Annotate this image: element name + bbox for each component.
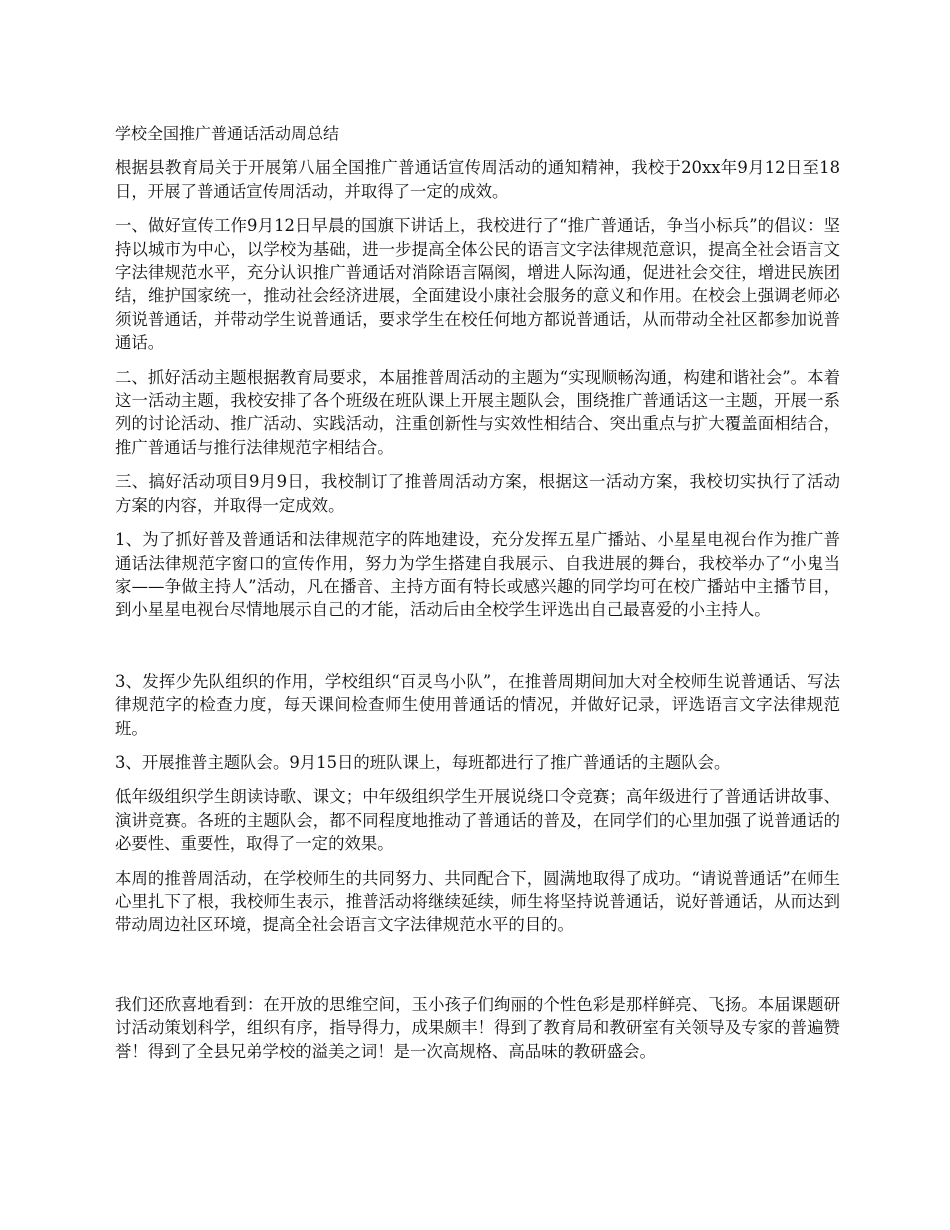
- paragraph-week-summary: 本周的推普周活动，在学校师生的共同努力、共同配合下，圆满地取得了成功。“请说普通话”在师生心里扎下了根，我校师生表示，推普活动将继续延续，师生将坚持说普通话，说好普通话，从而达到带动周边社区环境，提高全社会语言文字法律规范水平的目的。: [115, 868, 840, 935]
- paragraph-broadcast-station: 1、为了抓好普及普通话和法律规范字的阵地建设，充分发挥五星广播站、小星星电视台作为推广普通话法律规范字窗口的宣传作用，努力为学生搭建自我展示、自我进展的舞台，我校举办了“小鬼当家——争做主持人”活动，凡在播音、主持方面有特长或感兴趣的同学均可在校广播站中主播节目，到小星星电视台尽情地展示自己的才能，活动后由全校学生评选出自己最喜爱的小主持人。: [115, 530, 840, 620]
- paragraph-research-activity: 我们还欣喜地看到：在开放的思维空间，玉小孩子们绚丽的个性色彩是那样鲜亮、飞扬。本届课题研讨活动策划科学，组织有序，指导得力，成果颇丰！得到了教育局和教研室有关领导及专家的普遍赞誉！得到了全县兄弟学校的溢美之词！是一次高规格、高品味的教研盛会。: [115, 994, 840, 1061]
- paragraph-grade-activities: 低年级组织学生朗读诗歌、课文；中年级组织学生开展说绕口令竞赛；高年级进行了普通话讲故事、演讲竞赛。各班的主题队会，都不同程度地推动了普通话的普及，在同学们的心里加强了说普通话的必要性、重要性，取得了一定的效果。: [115, 787, 840, 854]
- blank-space: [115, 948, 840, 993]
- paragraph-young-pioneers: 3、发挥少先队组织的作用，学校组织“百灵鸟小队”，在推普周期间加大对全校师生说普通话、写法律规范字的检查力度，每天课间检查师生使用普通话的情况，并做好记录，评选语言文字法律规范班。: [115, 671, 840, 738]
- blank-space: [115, 633, 840, 670]
- document-title: 学校全国推广普通话活动周总结: [115, 124, 340, 143]
- paragraph-activity-project: 三、搞好活动项目9月9日，我校制订了推普周活动方案，根据这一活动方案，我校切实执行了活动方案的内容，并取得一定成效。: [115, 472, 840, 515]
- paragraph-activity-theme: 二、抓好活动主题根据教育局要求，本届推普周活动的主题为“实现顺畅沟通，构建和谐社会”。本着这一活动主题，我校安排了各个班级在班队课上开展主题队会，围绕推广普通话这一主题，开展一系列的讨论活动、推广活动、实践活动，注重创新性与实效性相结合、突出重点与扩大覆盖面相结合，推广普通话与推行法律规范字相结合。: [115, 367, 840, 457]
- paragraph-intro: 根据县教育局关于开展第八届全国推广普通话宣传周活动的通知精神，我校于20xx年9月12日至18日，开展了普通话宣传周活动，并取得了一定的成效。: [115, 158, 840, 201]
- document-content: [115, 122, 840, 1074]
- paragraph-theme-meeting: 3、开展推普主题队会。9月15日的班队课上，每班都进行了推广普通话的主题队会。: [115, 752, 731, 772]
- paragraph-publicity-work: 一、做好宣传工作9月12日早晨的国旗下讲话上，我校进行了“推广普通话，争当小标兵”的倡议：坚持以城市为中心，以学校为基础，进一步提高全体公民的语言文字法律规范意识，提高全社会语言文字法律规范水平，充分认识推广普通话对消除语言隔阂，增进人际沟通，促进社会交往，增进民族团结，维护国家统一，推动社会经济进展，全面建设小康社会服务的意义和作用。在校会上强调老师必须说普通话，并带动学生说普通话，要求学生在校任何地方都说普通话，从而带动全社区都参加说普通话。: [115, 216, 840, 353]
